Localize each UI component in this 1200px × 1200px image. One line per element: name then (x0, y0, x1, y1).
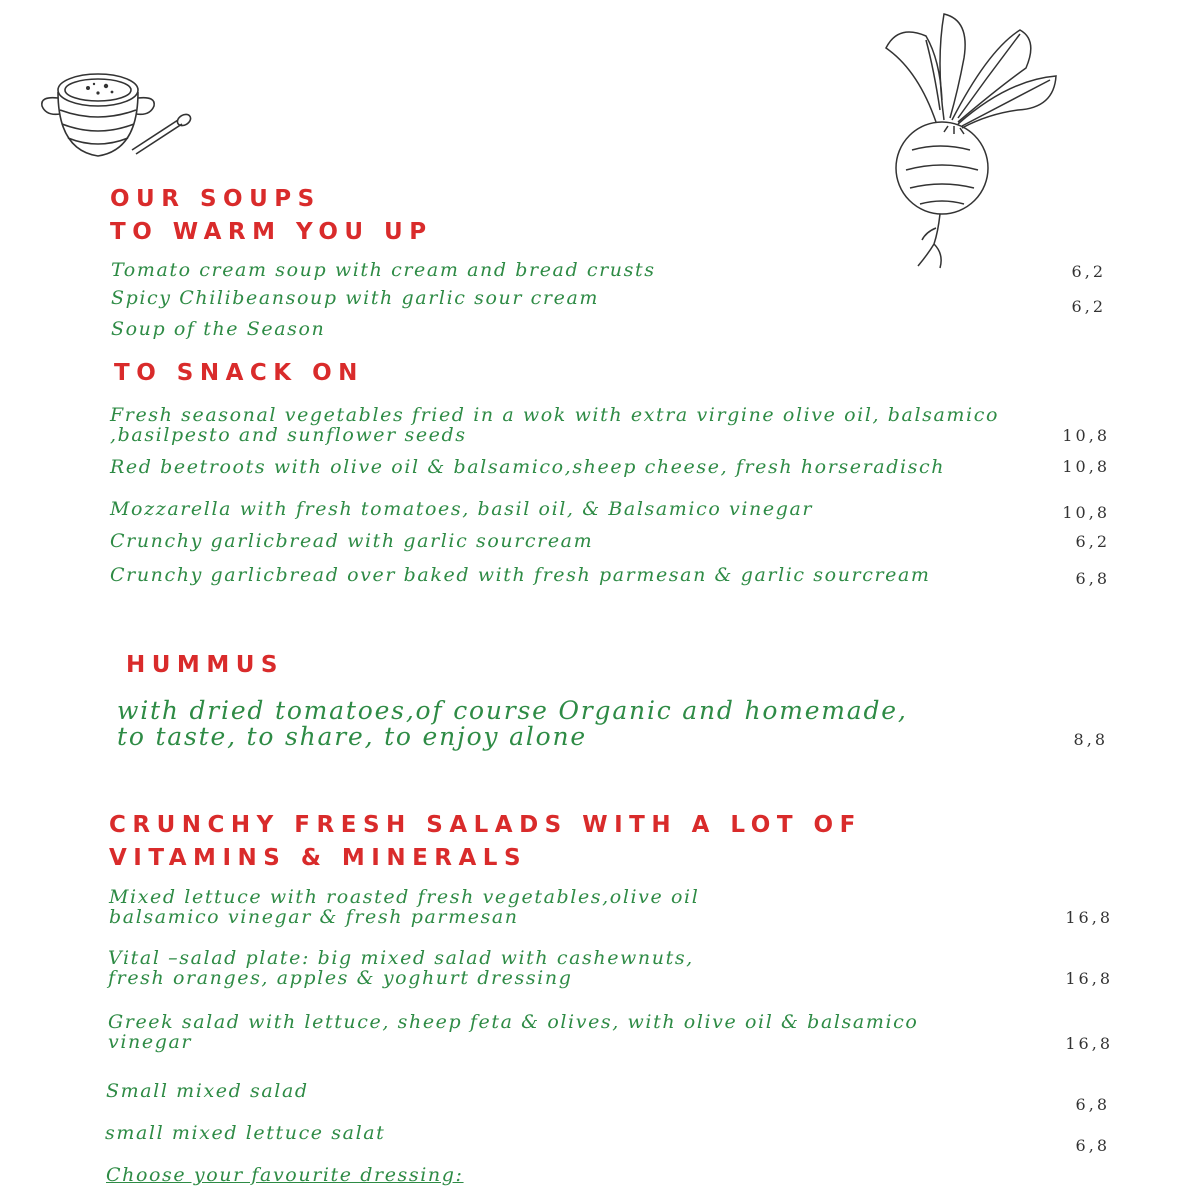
menu-item-price: 10,8 (1062, 503, 1110, 522)
menu-item-line2: ,basilpesto and sunflower seeds (110, 424, 467, 446)
menu-item-price: 6,8 (1075, 569, 1110, 588)
soup-bowl-illustration (36, 58, 196, 168)
hummus-line2: to taste, to share, to enjoy alone (117, 722, 587, 751)
menu-item-name: Red beetroots with olive oil & balsamico,sheep cheese, fresh horseradisch (110, 456, 946, 478)
menu-item-line1: Greek salad with lettuce, sheep feta & olives, with olive oil & balsamico (108, 1011, 919, 1033)
soups-heading-line2: TO WARM YOU UP (110, 219, 433, 245)
menu-item-price: 16,8 (1065, 969, 1113, 988)
soups-heading-line1: OUR SOUPS (110, 186, 321, 212)
menu-item-price: 6,8 (1075, 1095, 1110, 1114)
menu-item-name (109, 887, 699, 927)
salads-heading-line2: VITAMINS & MINERALS (109, 845, 528, 871)
menu-item-price: 6,2 (1075, 532, 1110, 551)
soups-heading (110, 183, 433, 249)
salads-heading-line1: CRUNCHY FRESH SALADS WITH A LOT OF (109, 812, 862, 838)
menu-item-line2: fresh oranges, apples & yoghurt dressing (108, 967, 573, 989)
snacks-heading: TO SNACK ON (114, 360, 364, 386)
menu-item-line2: vinegar (108, 1031, 193, 1053)
menu-item-line1: Mixed lettuce with roasted fresh vegetables,olive oil (109, 886, 700, 908)
menu-item-line1: Fresh seasonal vegetables fried in a wok with extra virgine olive oil, balsamico (110, 404, 1000, 426)
menu-item-name: Soup of the Season (111, 318, 326, 340)
dressing-link[interactable]: Choose your favourite dressing: (106, 1164, 464, 1186)
menu-item-name: Tomato cream soup with cream and bread crusts (111, 259, 656, 281)
menu-item-price: 16,8 (1065, 1034, 1113, 1053)
beetroot-illustration (878, 10, 1063, 272)
hummus-description (117, 698, 908, 750)
menu-item-name: Mozzarella with fresh tomatoes, basil oil, & Balsamico vinegar (110, 498, 814, 520)
menu-item-name (108, 1012, 918, 1052)
salads-heading (109, 809, 862, 875)
menu-item-name: Crunchy garlicbread over baked with fresh parmesan & garlic sourcream (110, 564, 931, 586)
menu-item-name: Crunchy garlicbread with garlic sourcream (110, 530, 594, 552)
menu-item-name: Small mixed salad (106, 1080, 309, 1102)
menu-item-price: 16,8 (1065, 908, 1113, 927)
menu-item-price: 6,2 (1071, 297, 1106, 316)
menu-item-price: 10,8 (1062, 457, 1110, 476)
menu-item-name: Spicy Chilibeansoup with garlic sour cream (111, 287, 599, 309)
menu-item-price: 6,2 (1071, 262, 1106, 281)
menu-item-name (110, 405, 999, 445)
menu-item-price: 10,8 (1062, 426, 1110, 445)
menu-item-name (108, 948, 694, 988)
hummus-line1: with dried tomatoes,of course Organic and homemade, (117, 696, 908, 725)
menu-item-price: 8,8 (1073, 730, 1108, 749)
menu-item-line2: balsamico vinegar & fresh parmesan (109, 906, 519, 928)
menu-item-line1: Vital –salad plate: big mixed salad with cashewnuts, (108, 947, 694, 969)
hummus-heading: HUMMUS (126, 652, 284, 678)
menu-item-price: 6,8 (1075, 1136, 1110, 1155)
menu-item-name: small mixed lettuce salat (105, 1122, 386, 1144)
